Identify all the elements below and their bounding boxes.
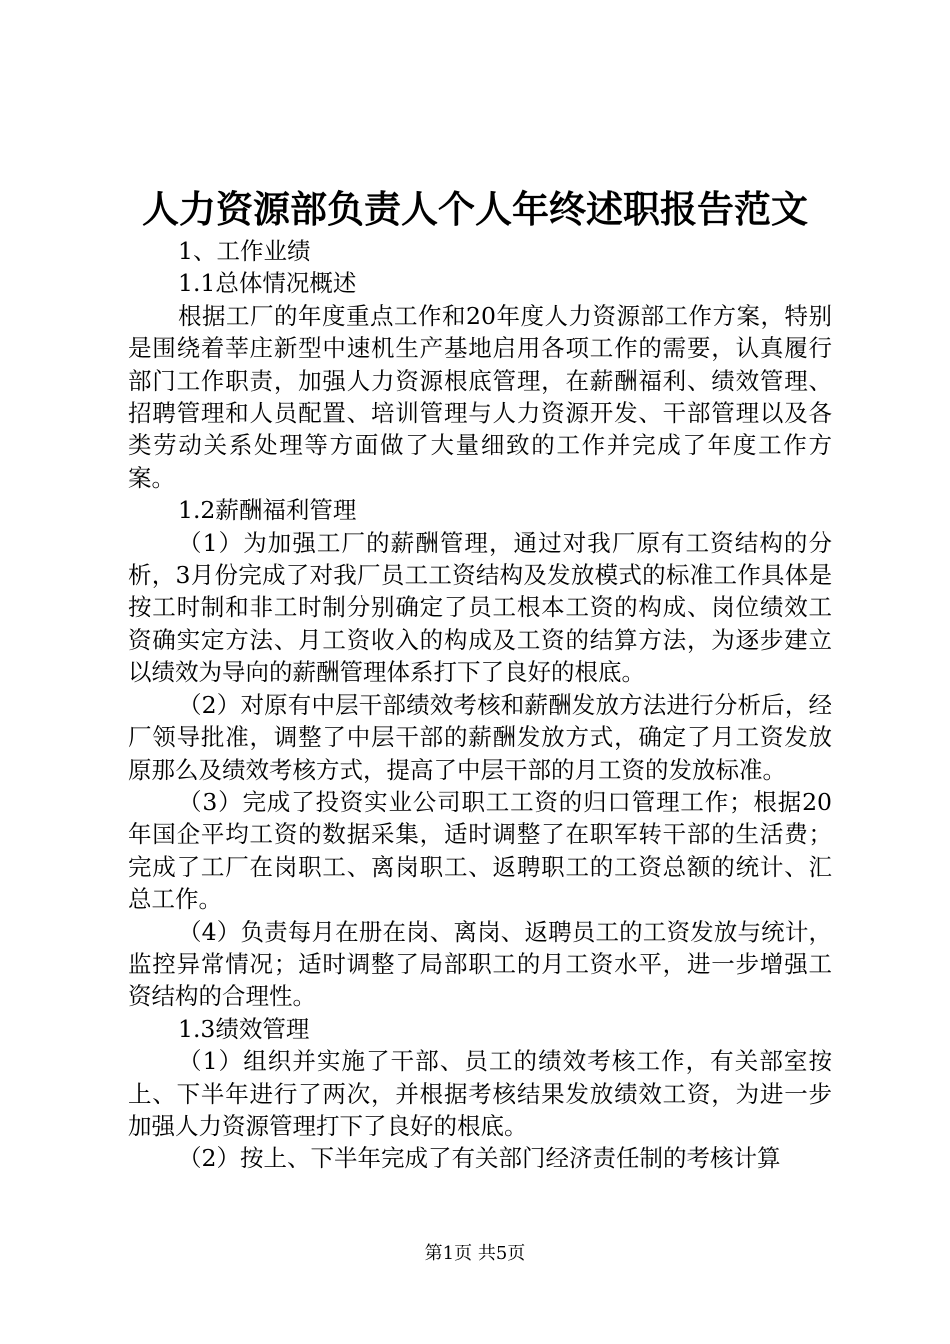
- document-title: 人力资源部负责人个人年终述职报告范文: [142, 187, 808, 231]
- paragraph-salary-item-3: （3）完成了投资实业公司职工工资的归口管理工作；根据20年国企平均工资的数据采集，适时调整了在职军转干部的生活费；完成了工厂在岗职工、离岗职工、返聘职工的工资总额的统计、汇总工作。: [128, 787, 832, 914]
- paragraph-performance-item-1: （1）组织并实施了干部、员工的绩效考核工作，有关部室按上、下半年进行了两次，并根据考核结果发放绩效工资，为进一步加强人力资源管理打下了良好的根底。: [128, 1047, 832, 1140]
- paragraph-salary-item-4: （4）负责每月在册在岗、离岗、返聘员工的工资发放与统计，监控异常情况；适时调整了局部职工的月工资水平，进一步增强工资结构的合理性。: [128, 917, 832, 1011]
- paragraph-salary-item-2: （2）对原有中层干部绩效考核和薪酬发放方法进行分析后，经厂领导批准，调整了中层干部的薪酬发放方式，确定了月工资发放原那么及绩效考核方式，提高了中层干部的月工资的发放标准。: [128, 690, 832, 784]
- document-body: [128, 235, 832, 1175]
- section-heading-1-1: 1.1总体情况概述: [178, 269, 357, 298]
- section-heading-1: 1、工作业绩: [178, 237, 311, 265]
- paragraph-performance-item-2: （2）按上、下半年完成了有关部门经济责任制的考核计算: [178, 1144, 781, 1173]
- page-footer: 第1页 共5页: [424, 1243, 526, 1264]
- section-heading-1-2: 1.2薪酬福利管理: [178, 496, 357, 525]
- paragraph-overview: 根据工厂的年度重点工作和20年度人力资源部工作方案，特别是围绕着莘庄新型中速机生产基地启用各项工作的需要，认真履行部门工作职责，加强人力资源根底管理，在薪酬福利、绩效管理、招聘管理和人员配置、培训管理与人力资源开发、干部管理以及各类劳动关系处理等方面做了大量细致的工作并完成了年度工作方案。: [128, 301, 832, 492]
- section-heading-1-3: 1.3绩效管理: [178, 1014, 310, 1043]
- paragraph-salary-item-1: （1）为加强工厂的薪酬管理，通过对我厂原有工资结构的分析，3月份完成了对我厂员工工资结构及发放模式的标准工作具体是按工时制和非工时制分别确定了员工根本工资的构成、岗位绩效工资确实定方法、月工资收入的构成及工资的结算方法，为逐步建立以绩效为导向的薪酬管理体系打下了良好的根底。: [128, 528, 832, 687]
